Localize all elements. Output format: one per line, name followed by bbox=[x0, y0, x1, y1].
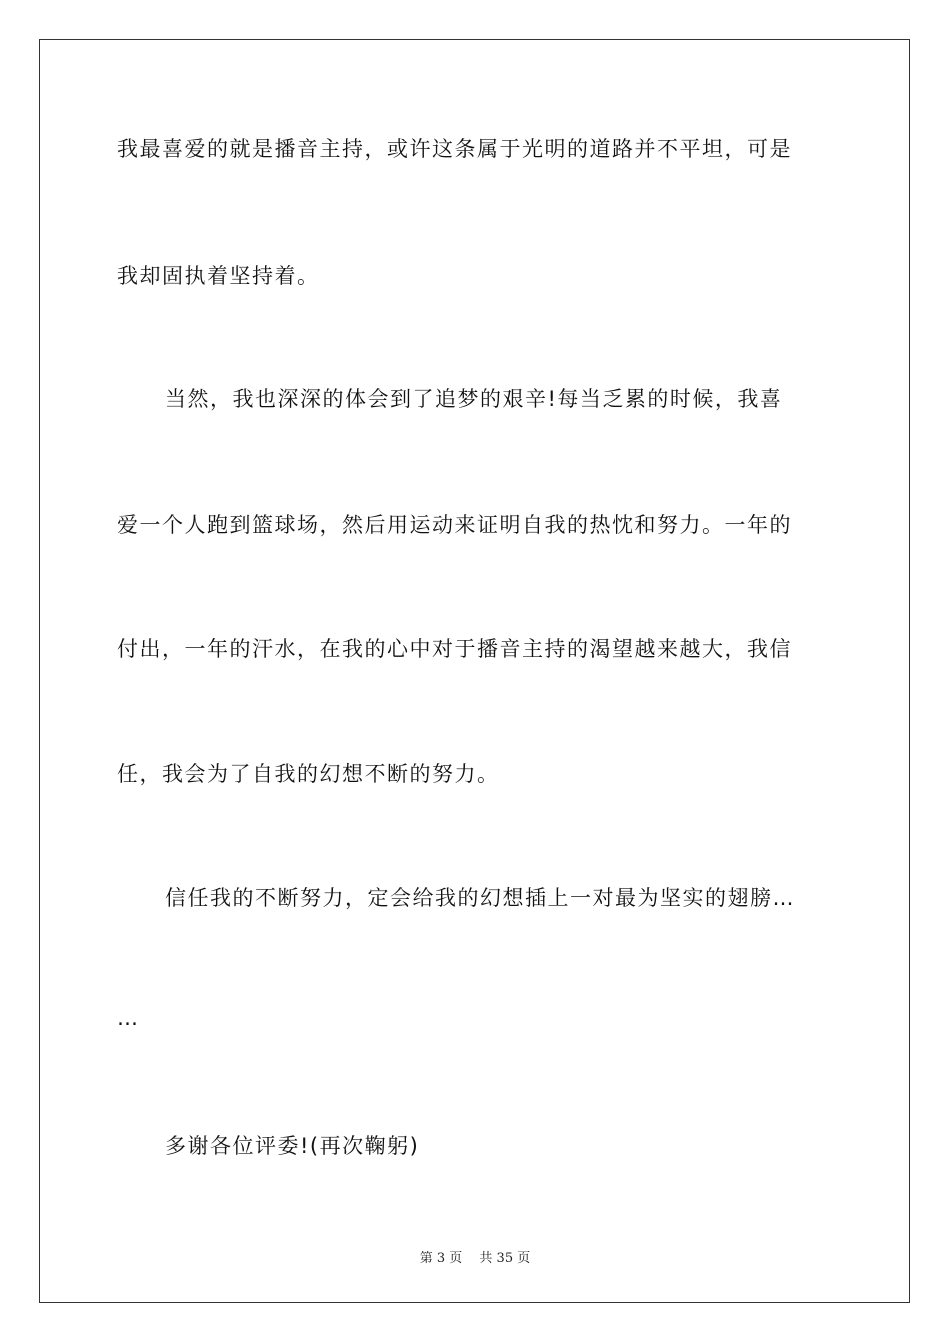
text-line-1: 我最喜爱的就是播音主持，或许这条属于光明的道路并不平坦，可是 bbox=[117, 137, 792, 161]
text-line-3: 当然，我也深深的体会到了追梦的艰辛!每当乏累的时候，我喜 bbox=[165, 387, 783, 411]
text-line-5: 付出，一年的汗水，在我的心中对于播音主持的渴望越来越大，我信 bbox=[117, 637, 792, 661]
text-line-6: 任，我会为了自我的幻想不断的努力。 bbox=[117, 762, 500, 786]
text-line-8: … bbox=[117, 1006, 140, 1030]
page-border bbox=[39, 39, 910, 1303]
text-line-7: 信任我的不断努力，定会给我的幻想插上一对最为坚实的翅膀… bbox=[165, 886, 795, 910]
text-line-4: 爱一个人跑到篮球场，然后用运动来证明自我的热忱和努力。一年的 bbox=[117, 513, 792, 537]
page-number-footer: 第 3 页 共 35 页 bbox=[419, 1251, 531, 1266]
text-line-9: 多谢各位评委!(再次鞠躬) bbox=[165, 1134, 420, 1158]
text-line-2: 我却固执着坚持着。 bbox=[117, 264, 320, 288]
